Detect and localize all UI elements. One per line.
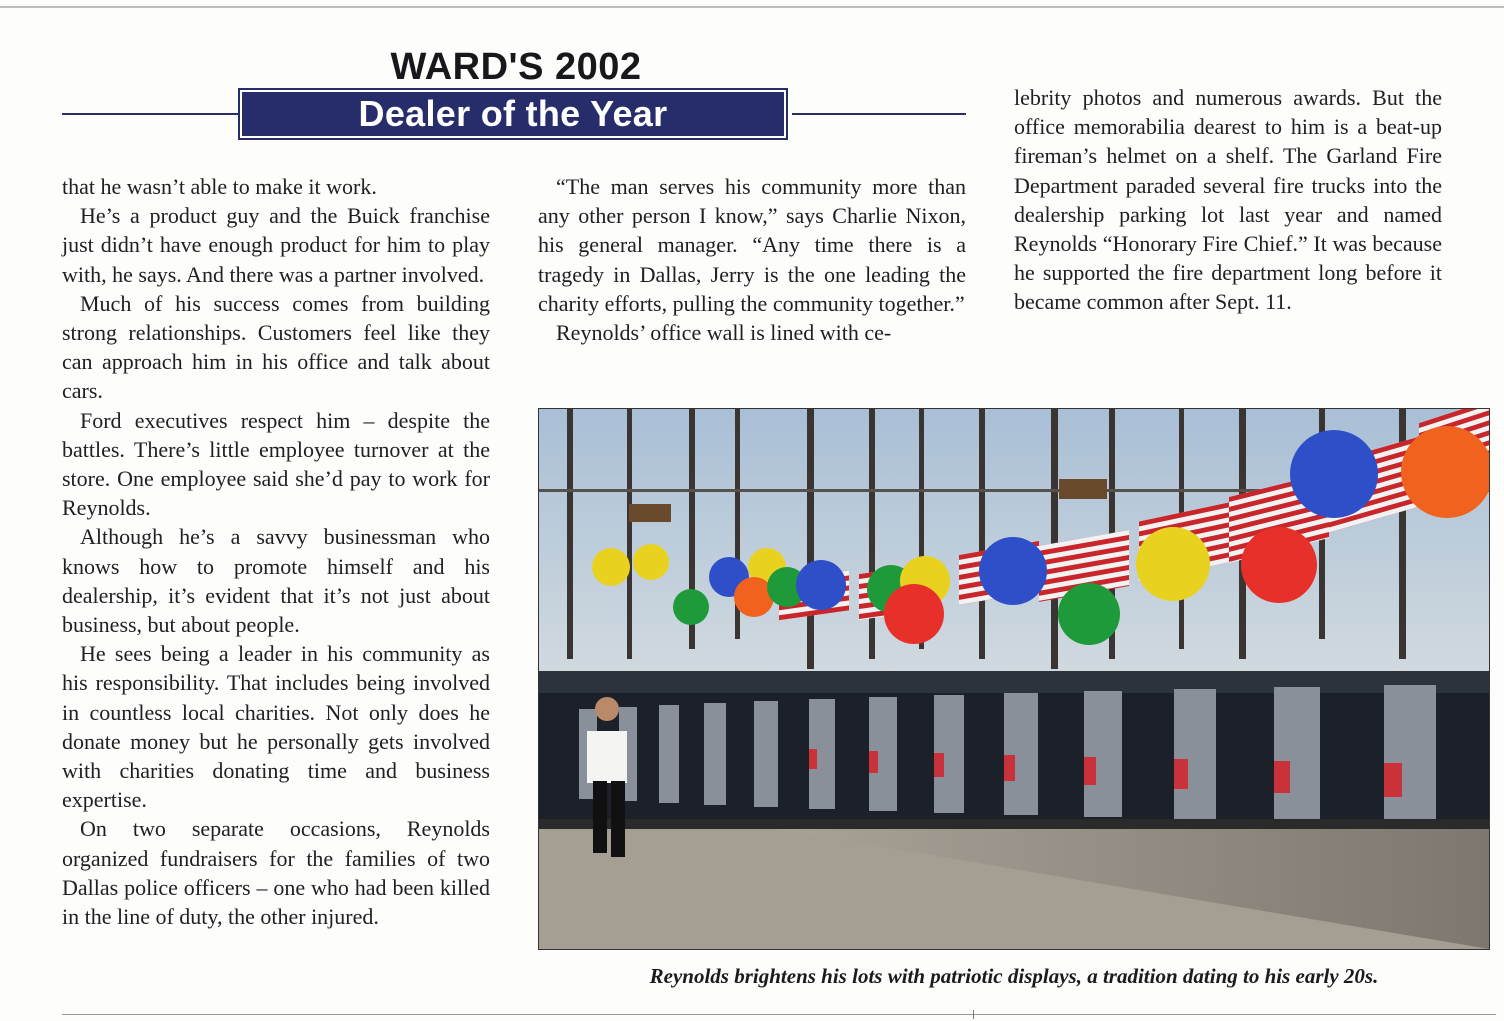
paragraph: Ford executives respect him – despite the battles. There’s little employee turnover at the store. One employee said she’d pay to work for Reynolds. (62, 407, 490, 521)
header-rule-left (62, 113, 238, 115)
header-kicker: WARD'S 2002 (390, 46, 642, 88)
bottom-rule (62, 1014, 1496, 1015)
paragraph: He’s a product guy and the Buick franchise just didn’t have enough product for him to play with, he says. And there was a partner involved. (62, 203, 490, 287)
paragraph: that he wasn’t able to make it work. (62, 174, 377, 199)
photo-caption-text: Reynolds brightens his lots with patriotic displays, a tradition dating to his early 20s. (649, 964, 1379, 988)
paragraph: “The man serves his community more than any other person I know,” says Charlie Nixon, his general manager. “Any time there is a tragedy in Dallas, Jerry is the one leading the charity efforts, pulling the community together.” (538, 174, 966, 316)
paragraph: Much of his success comes from building strong relationships. Customers feel like they can approach him in his office and talk about cars. (62, 290, 490, 404)
header-rule-right (792, 113, 966, 115)
paragraph: Reynolds’ office wall is lined with ce- (556, 320, 892, 346)
text-column-3 (1014, 83, 1442, 317)
photo-illustration (539, 409, 1489, 949)
text-column-2 (538, 172, 966, 347)
top-rule (0, 6, 1504, 8)
bottom-rule-tick (973, 1010, 974, 1019)
dealership-lot-photo (538, 408, 1490, 950)
paragraph: lebrity photos and numerous awards. But the office memorabilia dearest to him is a beat-up fireman’s helmet on a shelf. The Garland Fire Department paraded several fire trucks into the dealership parking lot last year and named Reynolds “Honorary Fire Chief.” It was because he supported the fire department long before it became common after Sept. 11. (1014, 85, 1442, 315)
paragraph: On two separate occasions, Reynolds organized fundraisers for the families of two Dallas police officers – one who had been killed in the line of duty, the other injured. (62, 816, 490, 930)
text-column-1 (62, 172, 490, 931)
vehicle-row (539, 671, 1489, 829)
header-title-band (238, 88, 788, 140)
photo-caption (538, 962, 1490, 990)
paragraph: Although he’s a savvy businessman who knows how to promote himself and his dealership, it’s evident that it’s not just about business, but about people. (62, 524, 490, 638)
paragraph: He sees being a leader in his community as his responsibility. That includes being involved in countless local charities. Not only does he donate money but he personally gets involved with charities donating time and business expertise. (62, 641, 490, 813)
header-title: Dealer of the Year (358, 93, 668, 134)
